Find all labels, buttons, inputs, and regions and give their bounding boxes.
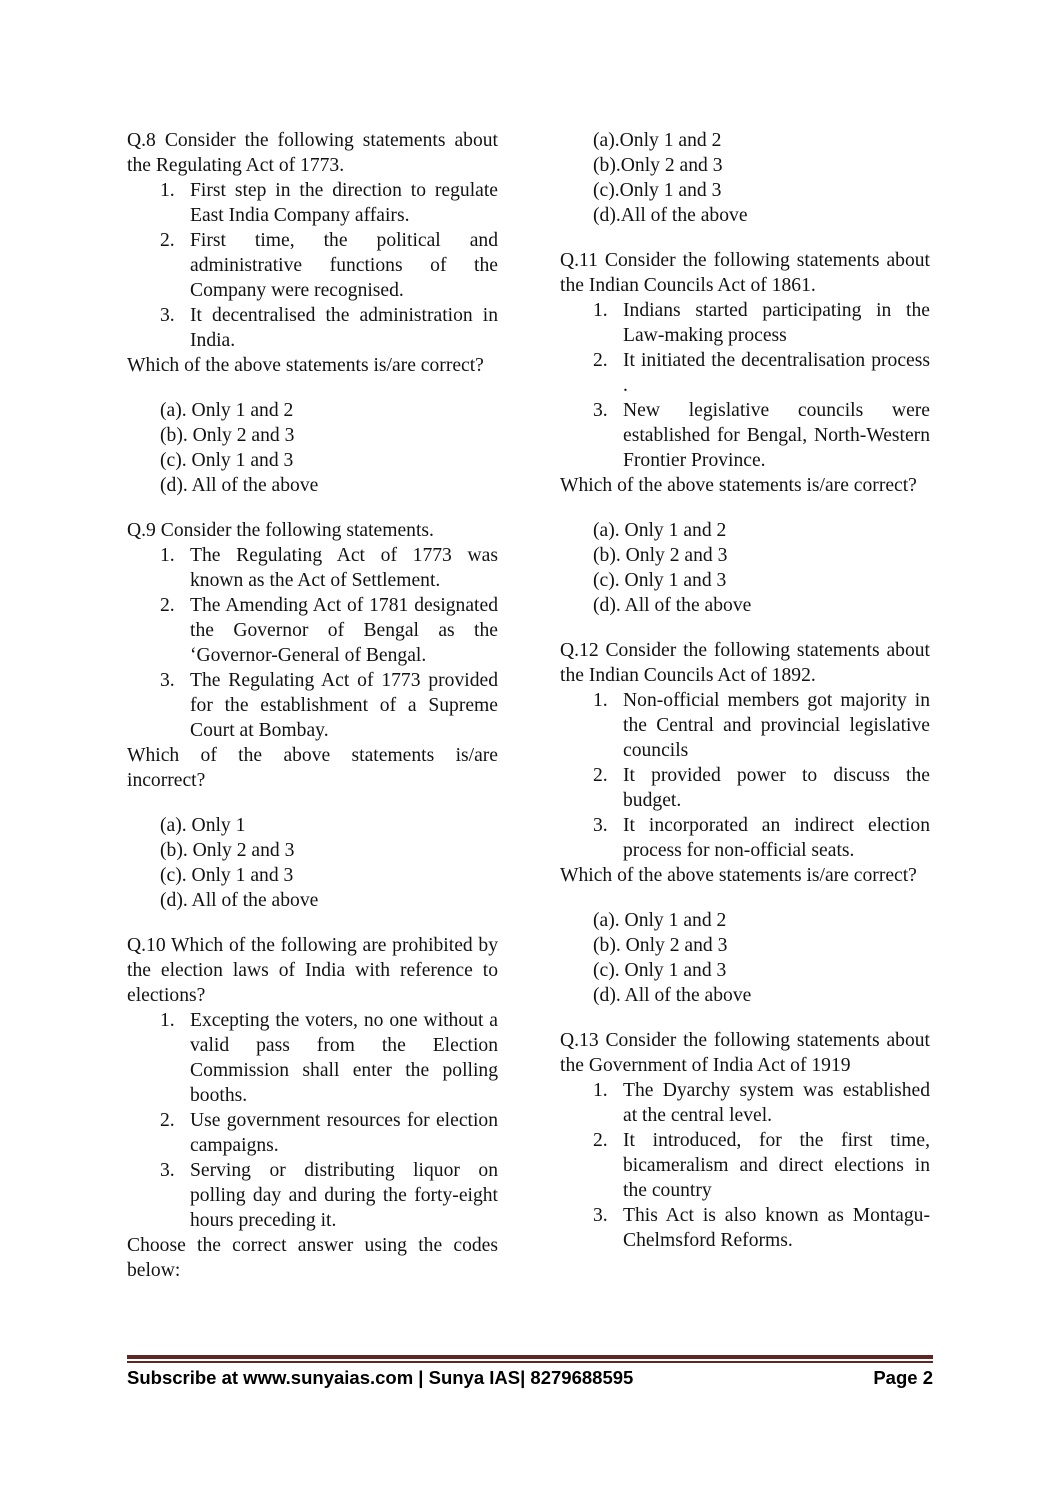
question-q10-stem: Q.10 Which of the following are prohibited by the election laws of India with reference to elections? xyxy=(127,935,498,1006)
right-column xyxy=(560,128,930,1253)
option-b: (b). Only 2 and 3 xyxy=(593,545,728,566)
question-q12-prompt: Which of the above statements is/are correct? xyxy=(560,865,917,886)
question-q11-stem: Q.11 Consider the following statements about the Indian Councils Act of 1861. xyxy=(560,250,930,296)
item-number: 2. xyxy=(160,230,175,251)
statement-item xyxy=(560,1078,930,1128)
option-c: (c).Only 1 and 3 xyxy=(593,180,722,201)
page-number: Page 2 xyxy=(873,1367,933,1388)
footer-divider xyxy=(127,1355,933,1363)
item-text: The Amending Act of 1781 designated the Governor of Bengal as the ‘Governor-General of Bengal. xyxy=(190,595,498,666)
question-q13-stem: Q.13 Consider the following statements about the Government of India Act of 1919 xyxy=(560,1030,930,1076)
option-c: (c). Only 1 and 3 xyxy=(160,865,294,886)
item-number: 3. xyxy=(160,1160,175,1181)
option-b: (b).Only 2 and 3 xyxy=(593,155,723,176)
item-text: First step in the direction to regulate East India Company affairs. xyxy=(190,180,498,226)
footer-subscribe-text: Subscribe at www.sunyaias.com | Sunya IAS| 8279688595 xyxy=(127,1367,634,1388)
statement-item xyxy=(560,348,930,398)
question-q12-stem: Q.12 Consider the following statements about the Indian Councils Act of 1892. xyxy=(560,640,930,686)
item-text: The Dyarchy system was established at the central level. xyxy=(623,1080,930,1126)
item-number: 3. xyxy=(160,670,175,691)
item-number: 3. xyxy=(593,400,608,421)
item-number: 2. xyxy=(593,1130,608,1151)
item-number: 1. xyxy=(160,180,175,201)
item-text: It provided power to discuss the budget. xyxy=(623,765,930,811)
item-text: New legislative councils were established for Bengal, North-Western Frontier Province. xyxy=(623,400,930,471)
option-a: (a). Only 1 and 2 xyxy=(593,910,727,931)
statement-item xyxy=(127,1108,498,1158)
item-text: Non-official members got majority in the Central and provincial legislative councils xyxy=(623,690,930,761)
statement-item xyxy=(127,593,498,668)
option-b: (b). Only 2 and 3 xyxy=(160,425,295,446)
item-text: This Act is also known as Montagu-Chelmsford Reforms. xyxy=(623,1205,930,1251)
option-d: (d). All of the above xyxy=(593,595,752,616)
question-q8-options xyxy=(127,398,498,498)
statement-item xyxy=(560,298,930,348)
question-q12-statements xyxy=(560,688,930,863)
statement-item xyxy=(127,668,498,743)
item-number: 1. xyxy=(160,1010,175,1031)
question-q9-statements xyxy=(127,543,498,743)
question-q11-options xyxy=(560,518,930,618)
option-a: (a). Only 1 and 2 xyxy=(593,520,727,541)
statement-item xyxy=(560,688,930,763)
statement-item xyxy=(560,1203,930,1253)
item-number: 1. xyxy=(593,1080,608,1101)
option-a: (a).Only 1 and 2 xyxy=(593,130,722,151)
statement-item xyxy=(127,1158,498,1233)
question-q8-stem: Q.8 Consider the following statements about the Regulating Act of 1773. xyxy=(127,130,498,176)
item-text: Excepting the voters, no one without a valid pass from the Election Commission shall enter the polling booths. xyxy=(190,1010,498,1106)
question-q12 xyxy=(560,638,930,1008)
option-c: (c). Only 1 and 3 xyxy=(593,570,727,591)
statement-item xyxy=(127,303,498,353)
question-q11-statements xyxy=(560,298,930,473)
item-number: 2. xyxy=(160,595,175,616)
question-q10 xyxy=(127,933,498,1283)
question-q9-stem: Q.9 Consider the following statements. xyxy=(127,520,434,541)
item-text: It decentralised the administration in India. xyxy=(190,305,498,351)
statement-item xyxy=(127,228,498,303)
item-text: The Regulating Act of 1773 was known as the Act of Settlement. xyxy=(190,545,498,591)
question-q9 xyxy=(127,518,498,913)
option-d: (d). All of the above xyxy=(593,985,752,1006)
question-q9-prompt: Which of the above statements is/are incorrect? xyxy=(127,745,498,791)
statement-item xyxy=(127,543,498,593)
item-number: 3. xyxy=(593,815,608,836)
question-q8-prompt: Which of the above statements is/are correct? xyxy=(127,355,484,376)
question-q10-options xyxy=(560,128,930,228)
item-text: First time, the political and administrative functions of the Company were recognised. xyxy=(190,230,498,301)
option-a: (a). Only 1 xyxy=(160,815,246,836)
option-d: (d).All of the above xyxy=(593,205,748,226)
question-q13-statements xyxy=(560,1078,930,1253)
statement-item xyxy=(127,1008,498,1108)
item-number: 3. xyxy=(160,305,175,326)
item-text: Use government resources for election campaigns. xyxy=(190,1110,498,1156)
question-q13 xyxy=(560,1028,930,1253)
question-q10-prompt: Choose the correct answer using the codes below: xyxy=(127,1235,498,1281)
item-text: It incorporated an indirect election process for non-official seats. xyxy=(623,815,930,861)
question-q9-options xyxy=(127,813,498,913)
item-text: The Regulating Act of 1773 provided for the establishment of a Supreme Court at Bombay. xyxy=(190,670,498,741)
question-q10-statements xyxy=(127,1008,498,1233)
option-c: (c). Only 1 and 3 xyxy=(160,450,294,471)
item-number: 1. xyxy=(593,300,608,321)
item-number: 2. xyxy=(593,350,608,371)
item-number: 1. xyxy=(593,690,608,711)
option-d: (d). All of the above xyxy=(160,890,319,911)
statement-item xyxy=(560,763,930,813)
statement-item xyxy=(560,813,930,863)
item-number: 3. xyxy=(593,1205,608,1226)
option-b: (b). Only 2 and 3 xyxy=(160,840,295,861)
item-text: It initiated the decentralisation process . xyxy=(623,350,930,396)
question-q8-statements xyxy=(127,178,498,353)
option-c: (c). Only 1 and 3 xyxy=(593,960,727,981)
option-a: (a). Only 1 and 2 xyxy=(160,400,294,421)
option-d: (d). All of the above xyxy=(160,475,319,496)
statement-item xyxy=(127,178,498,228)
page-footer xyxy=(127,1366,933,1390)
question-q11 xyxy=(560,248,930,618)
statement-item xyxy=(560,1128,930,1203)
item-number: 2. xyxy=(160,1110,175,1131)
item-text: Serving or distributing liquor on polling day and during the forty-eight hours preceding it. xyxy=(190,1160,498,1231)
item-text: Indians started participating in the Law-making process xyxy=(623,300,930,346)
statement-item xyxy=(560,398,930,473)
question-q8 xyxy=(127,128,498,498)
question-q12-options xyxy=(560,908,930,1008)
left-column xyxy=(127,128,498,1283)
item-number: 2. xyxy=(593,765,608,786)
footer-divider-thin-line xyxy=(127,1361,933,1363)
option-b: (b). Only 2 and 3 xyxy=(593,935,728,956)
item-number: 1. xyxy=(160,545,175,566)
item-text: It introduced, for the first time, bicameralism and direct elections in the country xyxy=(623,1130,930,1201)
question-q11-prompt: Which of the above statements is/are correct? xyxy=(560,475,917,496)
